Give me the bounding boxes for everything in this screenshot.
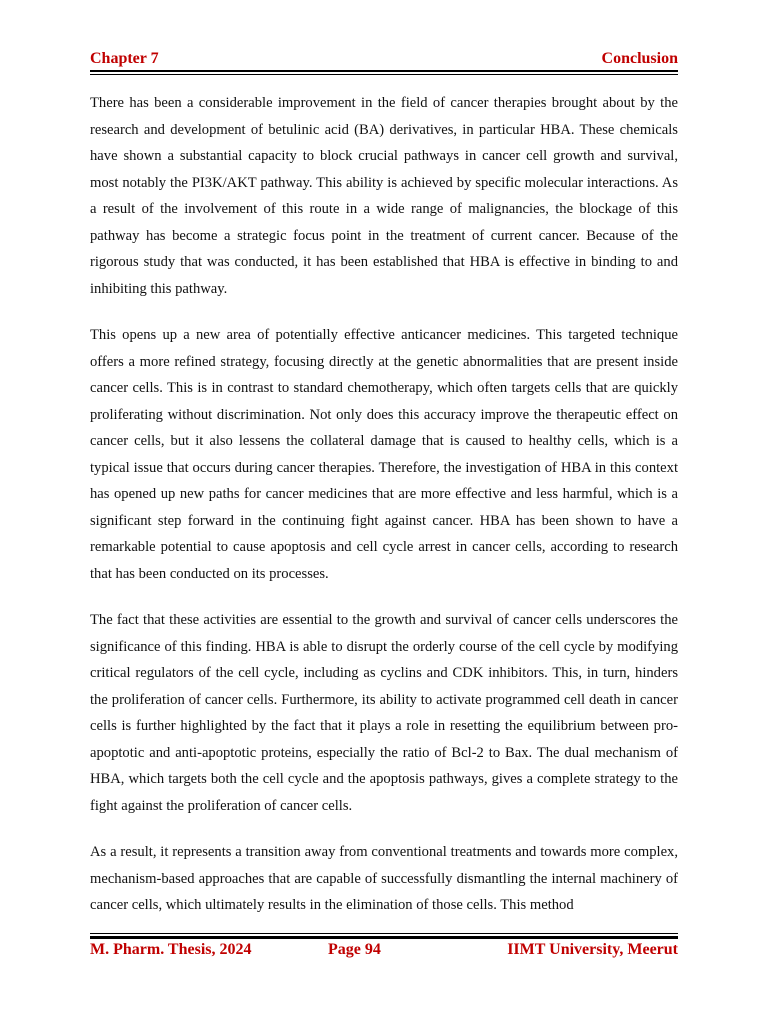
footer-rule-thin bbox=[90, 933, 678, 934]
page-footer bbox=[90, 941, 678, 959]
footer-rule-thick bbox=[90, 936, 678, 939]
page-number: Page 94 bbox=[328, 941, 381, 958]
page-header bbox=[90, 44, 678, 68]
section-label: Conclusion bbox=[601, 50, 678, 67]
header-rule bbox=[90, 70, 678, 72]
paragraph-2: This opens up a new area of potentially effective anticancer medicines. This targeted technique offers a more refined strategy, focusing directly at the genetic abnormalities that are present inside cancer cells. This is in contrast to standard chemotherapy, which often targets cells that are quickly proliferating without discrimination. Not only does this accuracy improve the therapeutic effect on cancer cells, but it also lessens the collateral damage that is caused to healthy cells, which is a typical issue that occurs during cancer therapies. Therefore, the investigation of HBA in this context has opened up new paths for cancer medicines that are more effective and less harmful, which is a significant step forward in the continuing fight against cancer. HBA has been shown to have a remarkable potential to cause apoptosis and cell cycle arrest in cancer cells, according to research that has been conducted on its processes. bbox=[90, 327, 678, 582]
paragraph-4: As a result, it represents a transition away from conventional treatments and towards more complex, mechanism-based approaches that are capable of successfully dismantling the internal machinery of cancer cells, which ultimately results in the elimination of those cells. This method bbox=[90, 844, 678, 913]
document-body bbox=[90, 90, 678, 939]
university-label: IIMT University, Meerut bbox=[507, 941, 678, 958]
thesis-label: M. Pharm. Thesis, 2024 bbox=[90, 941, 252, 958]
paragraph-3: The fact that these activities are essential to the growth and survival of cancer cells underscores the significance of this finding. HBA is able to disrupt the orderly course of the cell cycle by modifying critical regulators of the cell cycle, including as cyclins and CDK inhibitors. This, in turn, hinders the proliferation of cancer cells. Furthermore, its ability to activate programmed cell death in cancer cells is further highlighted by the fact that it plays a role in resetting the equilibrium between pro-apoptotic and anti-apoptotic proteins, especially the ratio of Bcl-2 to Bax. The dual mechanism of HBA, which targets both the cell cycle and the apoptosis pathways, gives a complete strategy to the fight against the proliferation of cancer cells. bbox=[90, 612, 678, 814]
chapter-label: Chapter 7 bbox=[90, 50, 159, 67]
paragraph-1: There has been a considerable improvement in the field of cancer therapies brought about by the research and development of betulinic acid (BA) derivatives, in particular HBA. These chemicals have shown a substantial capacity to block crucial pathways in cancer cell growth and survival, most notably the PI3K/AKT pathway. This ability is achieved by specific molecular interactions. As a result of the involvement of this route in a wide range of malignancies, the blockage of this pathway has become a strategic focus point in the treatment of current cancer. Because of the rigorous study that was conducted, it has been established that HBA is effective in binding to and inhibiting this pathway. bbox=[90, 95, 678, 297]
header-rule-thin bbox=[90, 74, 678, 75]
